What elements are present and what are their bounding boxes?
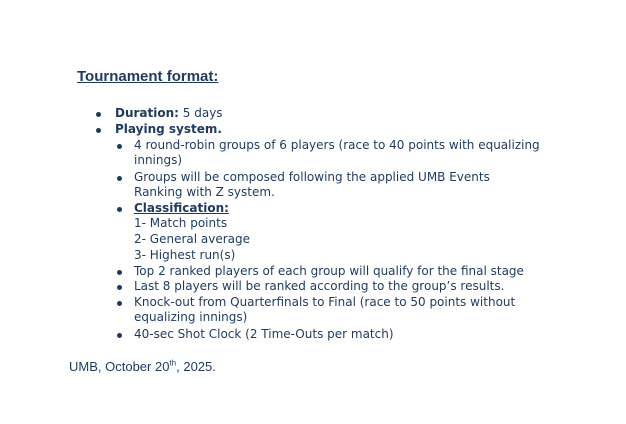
groups-line-1: 4 round-robin groups of 6 players (race to 40 points with equalizing [134, 138, 540, 152]
bullet-classification [117, 207, 122, 212]
last8-line: Last 8 players will be ranked according to the group’s results. [134, 279, 505, 293]
top2-line: Top 2 ranked players of each group will qualify for the final stage [134, 264, 524, 278]
shotclock-line: 40-sec Shot Clock (2 Time-Outs per match) [134, 327, 394, 341]
bullet-shotclock [117, 333, 122, 338]
bullet-groups [117, 144, 122, 149]
composed-line-2: Ranking with Z system. [134, 185, 275, 199]
bullet-last8 [117, 285, 122, 290]
duration-line [115, 106, 223, 121]
footer-sup: th [169, 358, 177, 368]
footer-suffix: , 2025. [176, 359, 216, 374]
bullet-playing-system [96, 128, 101, 133]
playing-system-label: Playing system. [115, 122, 222, 136]
classification-item-2: 2- General average [134, 232, 251, 246]
bullet-top2 [117, 270, 122, 275]
bullet-knockout [117, 301, 122, 306]
groups-line-2: innings) [134, 153, 183, 167]
classification-item-1: 1- Match points [134, 216, 228, 230]
classification-label: Classification: [134, 201, 229, 215]
knockout-line-1: Knock-out from Quarterfinals to Final (race to 50 points without [134, 295, 516, 309]
bullet-duration [96, 112, 101, 117]
signature-date [69, 359, 216, 374]
duration-label: Duration: [115, 106, 179, 120]
composed-line-1: Groups will be composed following the applied UMB Events [134, 170, 490, 184]
footer-prefix: UMB, October 20 [69, 359, 170, 374]
section-heading: Tournament format: [77, 68, 219, 85]
bullet-composed [117, 176, 122, 181]
duration-value: 5 days [178, 106, 223, 120]
knockout-line-2: equalizing innings) [134, 310, 248, 324]
classification-item-3: 3- Highest run(s) [134, 248, 236, 262]
